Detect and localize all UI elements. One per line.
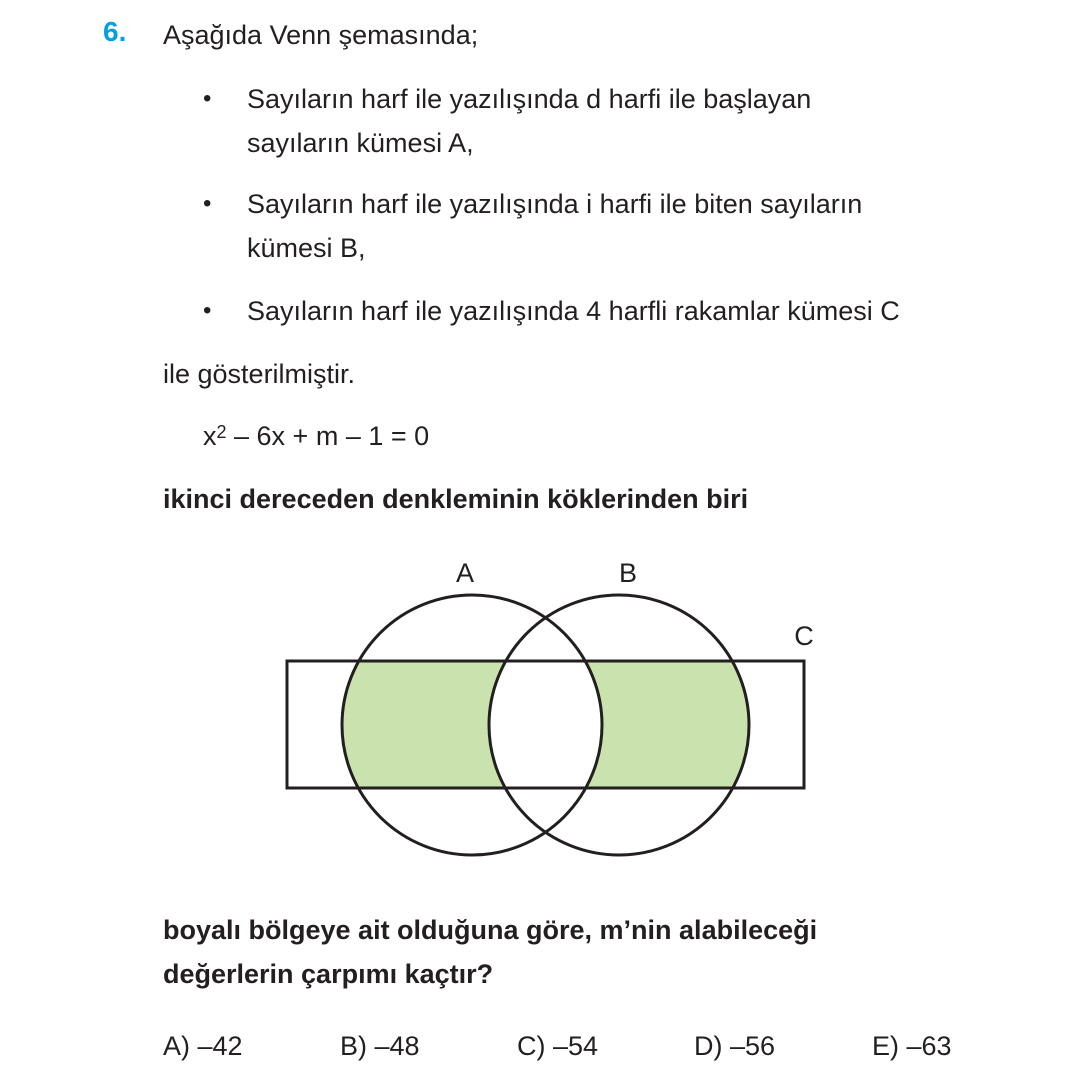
equation-exponent: 2 (216, 422, 227, 442)
question-intro: Aşağıda Venn şemasında; (163, 20, 479, 50)
prompt-line-3: değerlerin çarpımı kaçtır? (163, 959, 494, 989)
after-bullets-text: ile gösterilmiştir. (163, 359, 356, 389)
choice-b[interactable]: B) –48 (340, 1031, 420, 1061)
bullet-2-marker: • (203, 190, 212, 217)
bullet-2-line1: Sayıların harf ile yazılışında i harfi ile biten sayıların (247, 189, 863, 219)
set-c-label: C (794, 621, 814, 651)
bullet-3-marker: • (203, 297, 212, 324)
prompt-line-2: boyalı bölgeye ait olduğuna göre, m’nin alabileceği (163, 915, 818, 945)
question-number: 6. (103, 16, 127, 47)
bullet-3-line1: Sayıların harf ile yazılışında 4 harfli rakamlar kümesi C (247, 296, 900, 326)
equation-rest: – 6x + m – 1 = 0 (226, 421, 430, 451)
bullet-2-line2: kümesi B, (247, 233, 366, 263)
bullet-1-marker: • (203, 85, 212, 112)
prompt-line-1: ikinci dereceden denkleminin köklerinden biri (163, 484, 749, 514)
choice-a[interactable]: A) –42 (163, 1031, 243, 1061)
set-b-label: B (618, 558, 638, 588)
choice-c[interactable]: C) –54 (517, 1031, 599, 1061)
equation-base: x (203, 421, 217, 451)
choice-e[interactable]: E) –63 (872, 1031, 952, 1061)
bullet-1-line1: Sayıların harf ile yazılışında d harfi ile başlayan (247, 84, 812, 114)
bullet-1-line2: sayıların kümesi A, (247, 128, 474, 158)
choice-d[interactable]: D) –56 (694, 1031, 776, 1061)
set-a-label: A (455, 558, 475, 588)
